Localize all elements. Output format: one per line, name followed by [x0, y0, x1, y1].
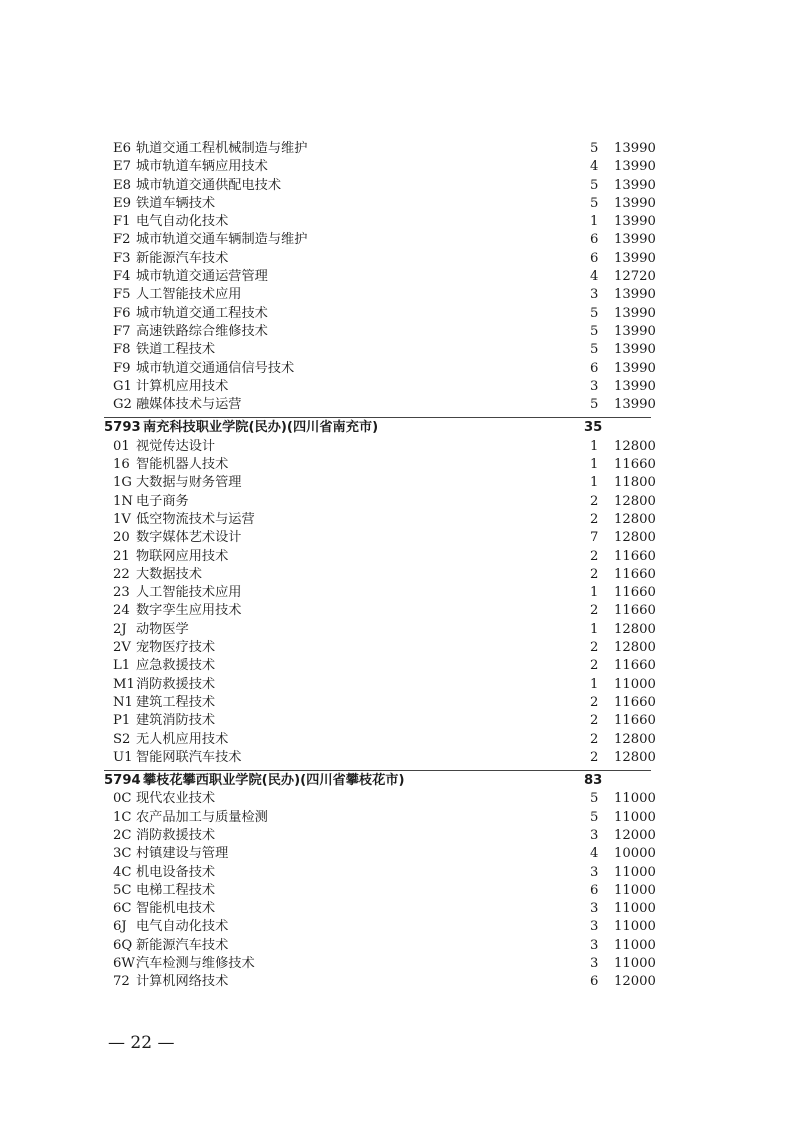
- major-code: F6: [113, 305, 131, 321]
- tuition-fee: 13990: [614, 159, 656, 175]
- major-code: 2C: [113, 827, 132, 843]
- table-row: [0, 790, 800, 808]
- table-row: [0, 918, 800, 936]
- school-total: 83: [584, 773, 603, 789]
- major-code: L1: [113, 658, 131, 674]
- plan-count: 3: [590, 956, 599, 972]
- plan-count: 3: [590, 827, 599, 843]
- table-row: [0, 456, 800, 474]
- major-code: F2: [113, 232, 131, 248]
- plan-count: 5: [590, 141, 599, 156]
- plan-count: 2: [590, 713, 599, 729]
- tuition-fee: 11660: [614, 658, 656, 674]
- major-code: N1: [113, 694, 133, 710]
- school-name: 南充科技职业学院(民办)(四川省南充市): [143, 420, 379, 436]
- school-header: [0, 772, 800, 790]
- table-row: [0, 809, 800, 827]
- plan-count: 5: [590, 342, 599, 358]
- table-row: [0, 177, 800, 195]
- plan-count: 5: [590, 177, 599, 193]
- tuition-fee: 11000: [614, 809, 656, 825]
- major-name: 轨道交通工程机械制造与维护: [136, 141, 308, 156]
- major-code: 6Q: [113, 937, 133, 953]
- tuition-fee: 11660: [614, 694, 656, 710]
- major-name: 大数据技术: [136, 566, 202, 582]
- major-name: 城市轨道交通运营管理: [136, 269, 268, 285]
- plan-count: 6: [590, 250, 599, 266]
- major-code: G1: [113, 378, 132, 394]
- major-name: 人工智能技术应用: [136, 287, 242, 303]
- major-code: 23: [113, 585, 130, 601]
- plan-count: 1: [590, 475, 599, 491]
- table-row: [0, 657, 800, 675]
- plan-count: 5: [590, 791, 599, 807]
- plan-count: 1: [590, 676, 599, 692]
- major-name: 计算机应用技术: [136, 378, 229, 394]
- major-name: 城市轨道车辆应用技术: [136, 159, 268, 175]
- school-header: [0, 419, 800, 437]
- major-code: 6W: [113, 956, 135, 972]
- plan-count: 6: [590, 232, 599, 248]
- tuition-fee: 11000: [614, 937, 656, 953]
- table-row: [0, 341, 800, 359]
- major-name: 数字孪生应用技术: [136, 603, 242, 619]
- tuition-fee: 12800: [614, 621, 656, 637]
- major-code: P1: [113, 713, 131, 729]
- school-code: 5793: [104, 420, 141, 436]
- major-code: M1: [113, 676, 135, 692]
- major-name: 融媒体技术与运营: [136, 397, 242, 413]
- major-name: 城市轨道交通通信信号技术: [136, 360, 295, 376]
- table-row: [0, 231, 800, 249]
- plan-count: 3: [590, 864, 599, 880]
- table-row: [0, 827, 800, 845]
- major-code: 3C: [113, 846, 132, 862]
- plan-count: 2: [590, 511, 599, 527]
- tuition-fee: 10000: [614, 846, 656, 862]
- plan-count: 6: [590, 974, 599, 990]
- plan-count: 5: [590, 323, 599, 339]
- major-code: F4: [113, 269, 131, 285]
- table-row: [0, 323, 800, 341]
- major-name: 智能机电技术: [136, 901, 216, 917]
- major-name: 人工智能技术应用: [136, 585, 242, 601]
- tuition-fee: 12800: [614, 438, 656, 454]
- tuition-fee: 11000: [614, 676, 656, 692]
- table-row: [0, 378, 800, 396]
- major-code: 2V: [113, 640, 131, 656]
- plan-count: 3: [590, 378, 599, 394]
- tuition-fee: 12720: [614, 269, 656, 285]
- major-name: 城市轨道交通车辆制造与维护: [136, 232, 308, 248]
- tuition-fee: 11800: [614, 475, 656, 491]
- table-row: [0, 286, 800, 304]
- tuition-fee: 13990: [614, 214, 656, 230]
- plan-count: 4: [590, 269, 599, 285]
- major-code: 4C: [113, 864, 132, 880]
- table-row: [0, 140, 800, 158]
- major-code: E9: [113, 195, 132, 211]
- major-code: F3: [113, 250, 131, 266]
- tuition-fee: 12800: [614, 530, 656, 546]
- major-name: 电梯工程技术: [136, 882, 216, 898]
- table-row: [0, 731, 800, 749]
- plan-count: 5: [590, 305, 599, 321]
- major-name: 建筑工程技术: [136, 694, 216, 710]
- major-name: 低空物流技术与运营: [136, 511, 255, 527]
- major-name: 建筑消防技术: [136, 713, 216, 729]
- plan-count: 2: [590, 749, 599, 765]
- major-code: 0C: [113, 791, 132, 807]
- plan-count: 4: [590, 846, 599, 862]
- major-name: 农产品加工与质量检测: [136, 809, 268, 825]
- page-number: — 22 —: [108, 1033, 175, 1053]
- plan-count: 6: [590, 360, 599, 376]
- table-row: [0, 602, 800, 620]
- major-name: 大数据与财务管理: [136, 475, 242, 491]
- plan-count: 2: [590, 566, 599, 582]
- major-code: F8: [113, 342, 131, 358]
- table-row: [0, 493, 800, 511]
- tuition-fee: 12800: [614, 640, 656, 656]
- tuition-fee: 13990: [614, 232, 656, 248]
- plan-count: 2: [590, 694, 599, 710]
- major-name: 智能机器人技术: [136, 457, 229, 473]
- table-row: [0, 712, 800, 730]
- major-name: 新能源汽车技术: [136, 250, 229, 266]
- major-name: 应急救援技术: [136, 658, 216, 674]
- tuition-fee: 13990: [614, 360, 656, 376]
- major-name: 铁道车辆技术: [136, 195, 216, 211]
- school-total: 35: [584, 420, 603, 436]
- plan-count: 2: [590, 658, 599, 674]
- major-name: 电子商务: [136, 493, 189, 509]
- major-name: 现代农业技术: [136, 791, 216, 807]
- table-row: [0, 639, 800, 657]
- major-name: 电气自动化技术: [136, 919, 229, 935]
- table-row: [0, 474, 800, 492]
- tuition-fee: 11000: [614, 956, 656, 972]
- plan-count: 1: [590, 585, 599, 601]
- major-name: 无人机应用技术: [136, 731, 229, 747]
- major-code: 6J: [113, 919, 127, 935]
- tuition-fee: 13990: [614, 177, 656, 193]
- tuition-fee: 11000: [614, 791, 656, 807]
- plan-count: 7: [590, 530, 599, 546]
- school-code: 5794: [104, 773, 141, 789]
- table-row: [0, 158, 800, 176]
- table-row: [0, 937, 800, 955]
- plan-count: 5: [590, 397, 599, 413]
- tuition-fee: 11000: [614, 882, 656, 898]
- tuition-fee: 11000: [614, 901, 656, 917]
- table-row: [0, 195, 800, 213]
- major-code: E7: [113, 159, 132, 175]
- tuition-fee: 13990: [614, 397, 656, 413]
- major-code: S2: [113, 731, 131, 747]
- major-code: 72: [113, 974, 130, 990]
- tuition-fee: 12800: [614, 731, 656, 747]
- major-code: F1: [113, 214, 131, 230]
- plan-count: 1: [590, 438, 599, 454]
- tuition-fee: 11000: [614, 864, 656, 880]
- major-name: 新能源汽车技术: [136, 937, 229, 953]
- plan-count: 1: [590, 621, 599, 637]
- major-name: 城市轨道交通工程技术: [136, 305, 268, 321]
- table-row: [0, 882, 800, 900]
- plan-count: 5: [590, 809, 599, 825]
- major-name: 视觉传达设计: [136, 438, 216, 454]
- tuition-fee: 12000: [614, 974, 656, 990]
- table-row: [0, 694, 800, 712]
- plan-count: 2: [590, 493, 599, 509]
- plan-count: 3: [590, 937, 599, 953]
- plan-count: 1: [590, 457, 599, 473]
- major-code: 2J: [113, 621, 127, 637]
- plan-count: 2: [590, 548, 599, 564]
- major-name: 消防救援技术: [136, 676, 216, 692]
- major-code: 1C: [113, 809, 132, 825]
- major-code: 24: [113, 603, 130, 619]
- major-name: 动物医学: [136, 621, 189, 637]
- plan-count: 2: [590, 731, 599, 747]
- plan-count: 5: [590, 195, 599, 211]
- major-name: 计算机网络技术: [136, 974, 229, 990]
- major-code: 1N: [113, 493, 133, 509]
- major-code: 1G: [113, 475, 132, 491]
- tuition-fee: 13990: [614, 342, 656, 358]
- section-divider: [104, 417, 651, 418]
- table-row: [0, 584, 800, 602]
- table-row: [0, 864, 800, 882]
- table-row: [0, 511, 800, 529]
- tuition-fee: 13990: [614, 305, 656, 321]
- major-name: 城市轨道交通供配电技术: [136, 177, 282, 193]
- table-row: [0, 955, 800, 973]
- enrollment-table: [0, 140, 800, 992]
- plan-count: 2: [590, 640, 599, 656]
- tuition-fee: 12000: [614, 827, 656, 843]
- major-code: 20: [113, 530, 130, 546]
- table-row: [0, 676, 800, 694]
- major-code: E8: [113, 177, 132, 193]
- table-row: [0, 621, 800, 639]
- tuition-fee: 13990: [614, 378, 656, 394]
- table-row: [0, 213, 800, 231]
- major-code: 5C: [113, 882, 132, 898]
- tuition-fee: 11660: [614, 713, 656, 729]
- major-name: 铁道工程技术: [136, 342, 216, 358]
- major-code: 16: [113, 457, 130, 473]
- tuition-fee: 12800: [614, 493, 656, 509]
- major-code: F7: [113, 323, 131, 339]
- tuition-fee: 13990: [614, 287, 656, 303]
- major-code: 22: [113, 566, 130, 582]
- school-name: 攀枝花攀西职业学院(民办)(四川省攀枝花市): [143, 773, 405, 789]
- major-code: F9: [113, 360, 131, 376]
- table-row: [0, 529, 800, 547]
- major-code: 21: [113, 548, 130, 564]
- major-name: 智能网联汽车技术: [136, 749, 242, 765]
- tuition-fee: 11660: [614, 585, 656, 601]
- tuition-fee: 13990: [614, 195, 656, 211]
- major-code: F5: [113, 287, 131, 303]
- major-name: 消防救援技术: [136, 827, 216, 843]
- major-name: 宠物医疗技术: [136, 640, 216, 656]
- table-row: [0, 749, 800, 767]
- section-divider: [104, 770, 651, 771]
- tuition-fee: 11660: [614, 566, 656, 582]
- major-code: G2: [113, 397, 132, 413]
- plan-count: 3: [590, 919, 599, 935]
- table-row: [0, 250, 800, 268]
- table-row: [0, 268, 800, 286]
- major-code: 6C: [113, 901, 132, 917]
- plan-count: 3: [590, 287, 599, 303]
- major-name: 物联网应用技术: [136, 548, 229, 564]
- major-name: 机电设备技术: [136, 864, 216, 880]
- major-code: 01: [113, 438, 130, 454]
- plan-count: 6: [590, 882, 599, 898]
- table-row: [0, 973, 800, 991]
- tuition-fee: 11660: [614, 548, 656, 564]
- major-name: 高速铁路综合维修技术: [136, 323, 268, 339]
- major-name: 电气自动化技术: [136, 214, 229, 230]
- plan-count: 4: [590, 159, 599, 175]
- major-name: 村镇建设与管理: [136, 846, 229, 862]
- table-row: [0, 305, 800, 323]
- tuition-fee: 13990: [614, 250, 656, 266]
- major-name: 数字媒体艺术设计: [136, 530, 242, 546]
- table-row: [0, 438, 800, 456]
- tuition-fee: 13990: [614, 141, 656, 156]
- table-row: [0, 566, 800, 584]
- table-row: [0, 900, 800, 918]
- tuition-fee: 11000: [614, 919, 656, 935]
- table-row: [0, 548, 800, 566]
- tuition-fee: 12800: [614, 511, 656, 527]
- major-code: U1: [113, 749, 133, 765]
- tuition-fee: 11660: [614, 457, 656, 473]
- plan-count: 3: [590, 901, 599, 917]
- plan-count: 1: [590, 214, 599, 230]
- plan-count: 2: [590, 603, 599, 619]
- major-name: 汽车检测与维修技术: [136, 956, 255, 972]
- tuition-fee: 12800: [614, 749, 656, 765]
- tuition-fee: 11660: [614, 603, 656, 619]
- major-code: E6: [113, 141, 132, 156]
- table-row: [0, 845, 800, 863]
- tuition-fee: 13990: [614, 323, 656, 339]
- table-row: [0, 360, 800, 378]
- table-row: [0, 396, 800, 414]
- major-code: 1V: [113, 511, 131, 527]
